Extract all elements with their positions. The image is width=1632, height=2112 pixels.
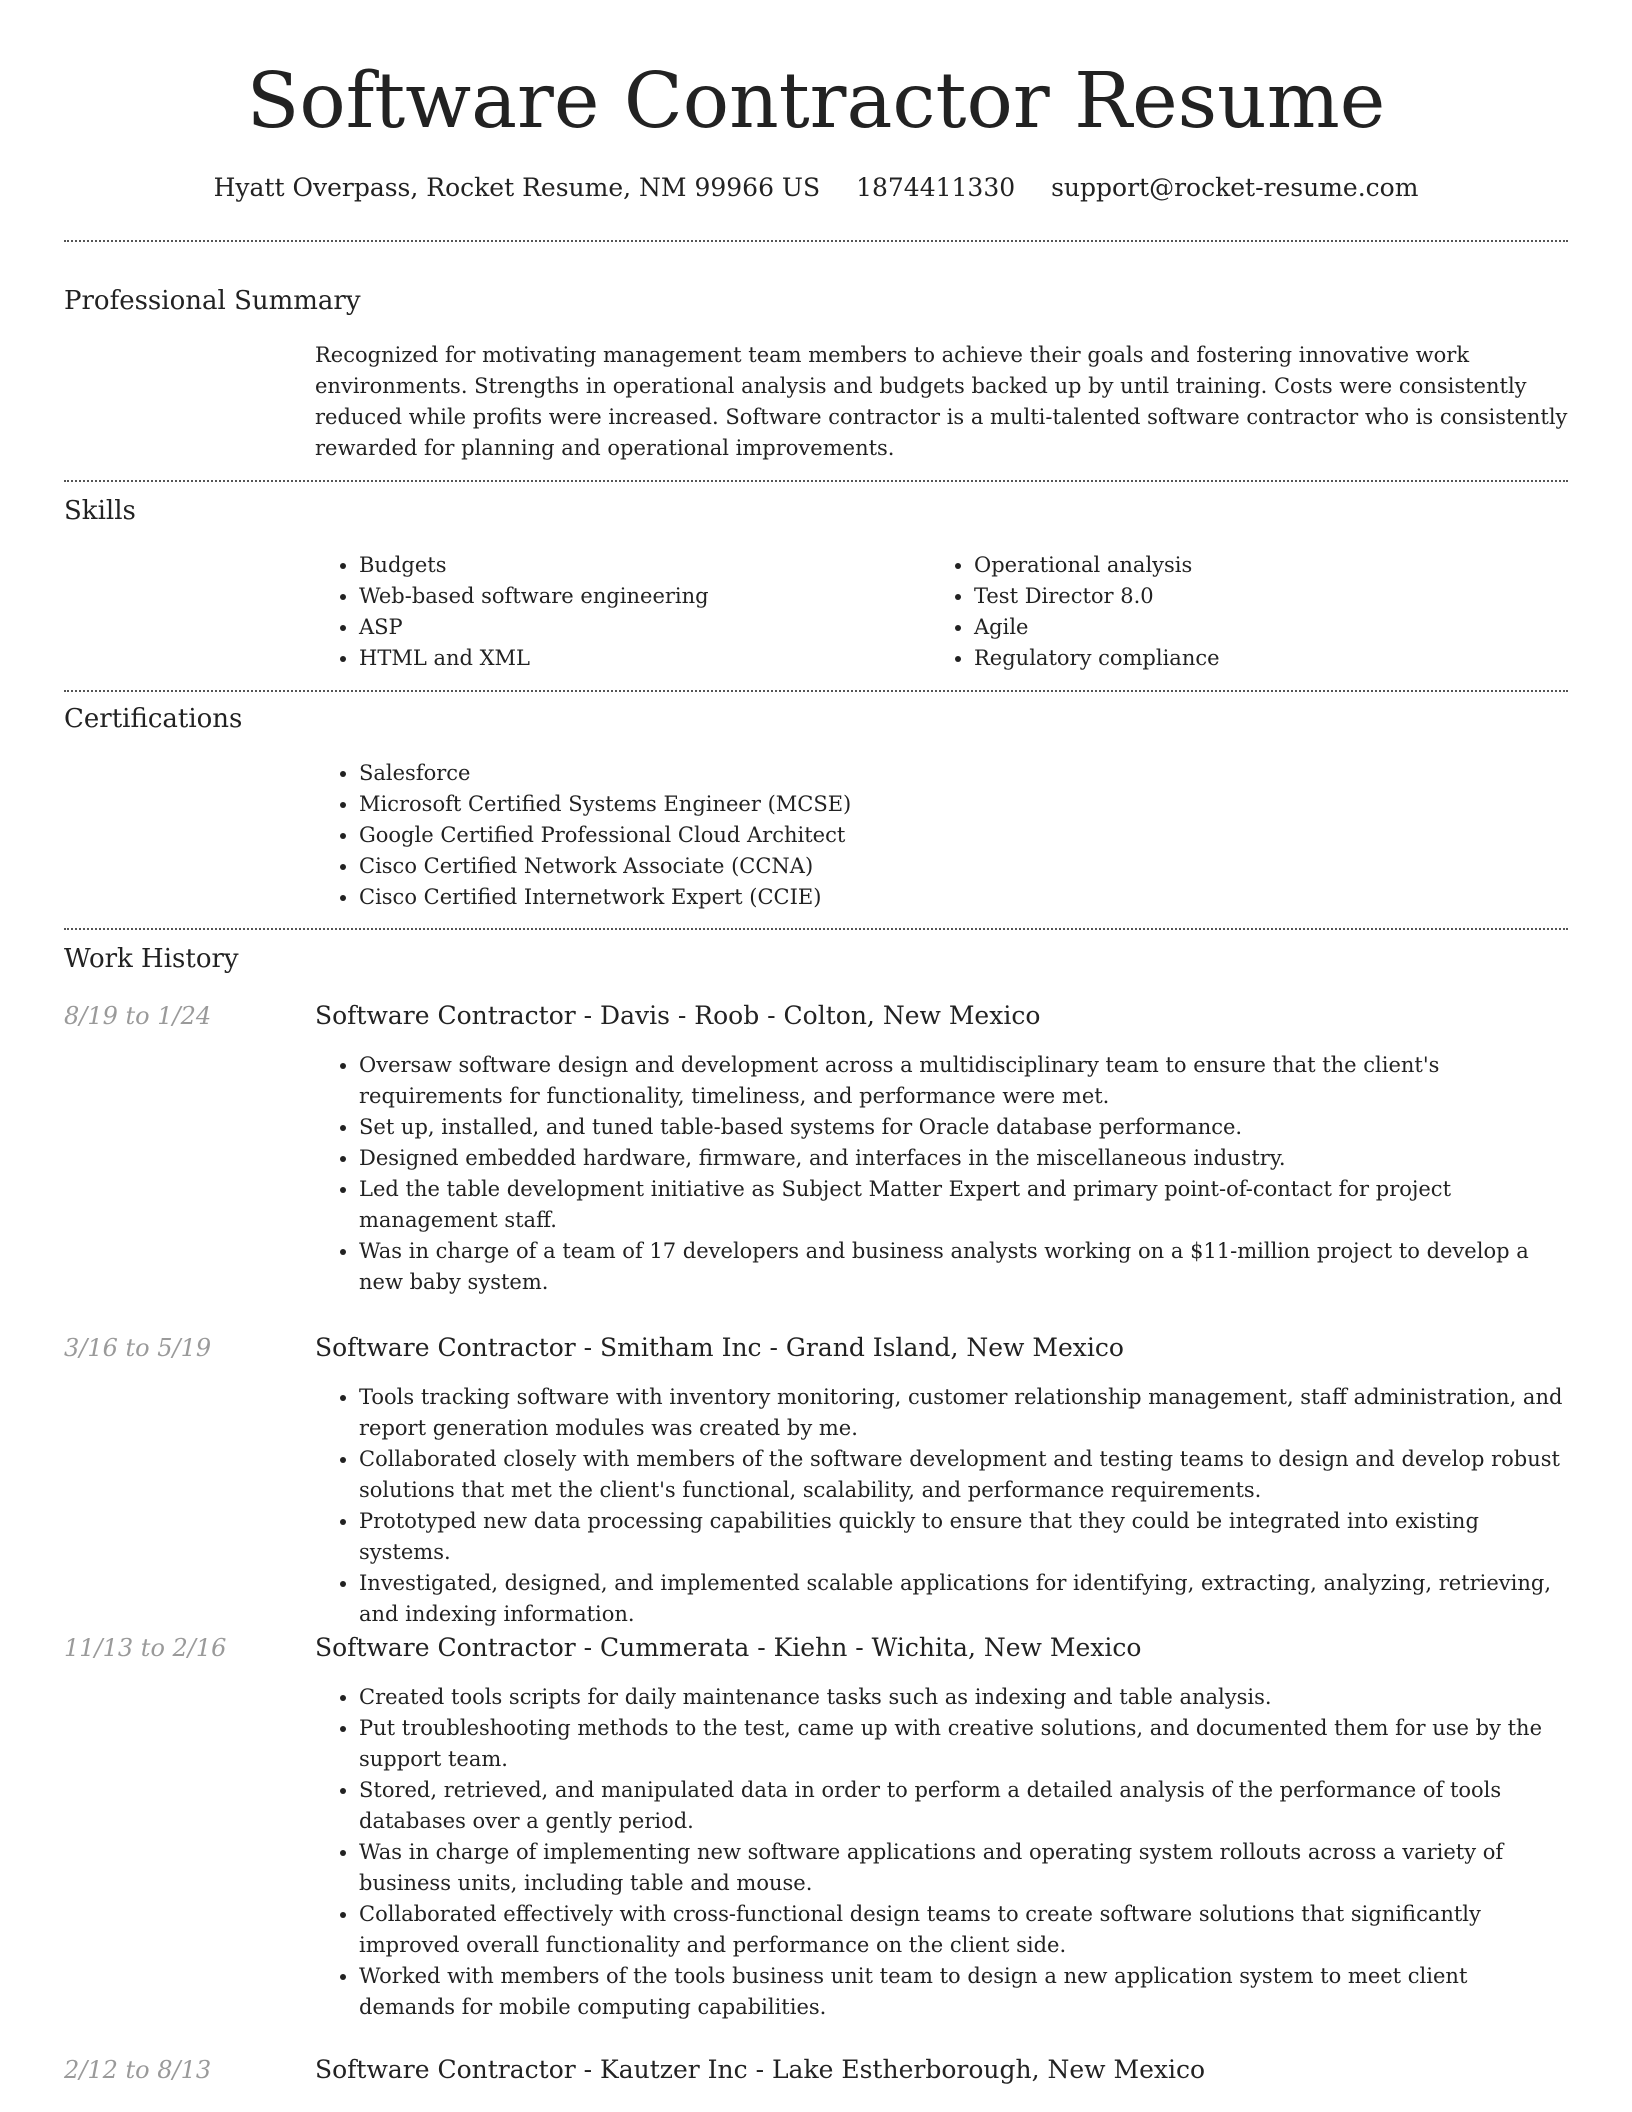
job-bullets bbox=[315, 1382, 1568, 1630]
address: Hyatt Overpass, Rocket Resume, NM 99966 US bbox=[213, 173, 821, 202]
job-title: Software Contractor - Davis - Roob - Colton, New Mexico bbox=[315, 1001, 1041, 1030]
section-title-skills: Skills bbox=[64, 496, 136, 526]
list-item: • Led the table development initiative as Subject Matter Expert and primary point-of-contact for project management staff. bbox=[359, 1174, 1568, 1236]
email: support@rocket-resume.com bbox=[1051, 173, 1419, 202]
divider bbox=[64, 240, 1568, 242]
list-item: • Microsoft Certified Systems Engineer (MCSE) bbox=[359, 789, 1612, 820]
summary-text: Recognized for motivating management team members to achieve their goals and fostering innovative work environments. Strengths in operational analysis and budgets backed up by until training. Costs were consistently reduced while profits were increased. Software contractor is a multi-talented software contractor who is consistently rewarded for planning and operational improvements. bbox=[315, 343, 1568, 460]
list-item: • Oversaw software design and development across a multidisciplinary team to ensure that the client's requirements for functionality, timeliness, and performance were met. bbox=[359, 1050, 1568, 1112]
list-item: • Tools tracking software with inventory monitoring, customer relationship management, staff administration, and report generation modules was created by me. bbox=[359, 1382, 1568, 1444]
divider bbox=[64, 480, 1568, 482]
section-title-summary: Professional Summary bbox=[64, 286, 361, 316]
job-bullets bbox=[315, 1682, 1568, 2023]
list-item: • Web-based software engineering bbox=[359, 581, 929, 612]
list-item: • Set up, installed, and tuned table-based systems for Oracle database performance. bbox=[359, 1112, 1568, 1143]
section-title-work-history: Work History bbox=[64, 944, 239, 974]
job-dates: 3/16 to 5/19 bbox=[64, 1334, 212, 1362]
certifications-list bbox=[315, 758, 1612, 913]
job-title: Software Contractor - Cummerata - Kiehn - Wichita, New Mexico bbox=[315, 1633, 1142, 1662]
job-title: Software Contractor - Smitham Inc - Grand Island, New Mexico bbox=[315, 1333, 1124, 1362]
list-item: • Investigated, designed, and implemented scalable applications for identifying, extracting, analyzing, retrieving, and indexing information. bbox=[359, 1568, 1568, 1630]
job-bullets bbox=[315, 1050, 1568, 1298]
list-item: • ASP bbox=[359, 612, 929, 643]
list-item: • Salesforce bbox=[359, 758, 1612, 789]
list-item: • Was in charge of a team of 17 developers and business analysts working on a $11-million project to develop a new baby system. bbox=[359, 1236, 1568, 1298]
list-item: • Prototyped new data processing capabilities quickly to ensure that they could be integrated into existing systems. bbox=[359, 1506, 1568, 1568]
list-item: • Stored, retrieved, and manipulated data in order to perform a detailed analysis of the performance of tools databases over a gently period. bbox=[359, 1775, 1568, 1837]
list-item: • Cisco Certified Network Associate (CCNA) bbox=[359, 851, 1612, 882]
list-item: • Regulatory compliance bbox=[974, 643, 1574, 674]
list-item: • Agile bbox=[974, 612, 1574, 643]
resume-title: Software Contractor Resume bbox=[246, 57, 1386, 146]
list-item: • Worked with members of the tools business unit team to design a new application system to meet client demands for mobile computing capabilities. bbox=[359, 1961, 1568, 2023]
job-dates: 2/12 to 8/13 bbox=[64, 2056, 212, 2084]
list-item: • Google Certified Professional Cloud Architect bbox=[359, 820, 1612, 851]
list-item: • HTML and XML bbox=[359, 643, 929, 674]
skills-list-right bbox=[930, 550, 1574, 674]
divider bbox=[64, 928, 1568, 930]
list-item: • Test Director 8.0 bbox=[974, 581, 1574, 612]
section-title-certifications: Certifications bbox=[64, 704, 243, 734]
list-item: • Created tools scripts for daily maintenance tasks such as indexing and table analysis. bbox=[359, 1682, 1568, 1713]
list-item: • Collaborated closely with members of the software development and testing teams to design and develop robust solutions that met the client's functional, scalability, and performance requirements. bbox=[359, 1444, 1568, 1506]
contact-line bbox=[64, 170, 1568, 206]
list-item: • Put troubleshooting methods to the test, came up with creative solutions, and documented them for use by the support team. bbox=[359, 1713, 1568, 1775]
list-item: • Was in charge of implementing new software applications and operating system rollouts across a variety of business units, including table and mouse. bbox=[359, 1837, 1568, 1899]
list-item: • Cisco Certified Internetwork Expert (CCIE) bbox=[359, 882, 1612, 913]
divider bbox=[64, 690, 1568, 692]
job-dates: 8/19 to 1/24 bbox=[64, 1002, 212, 1030]
job-dates: 11/13 to 2/16 bbox=[64, 1634, 227, 1662]
list-item: • Designed embedded hardware, firmware, and interfaces in the miscellaneous industry. bbox=[359, 1143, 1568, 1174]
list-item: • Collaborated effectively with cross-functional design teams to create software solutions that significantly improved overall functionality and performance on the client side. bbox=[359, 1899, 1568, 1961]
list-item: • Budgets bbox=[359, 550, 929, 581]
list-item: • Operational analysis bbox=[974, 550, 1574, 581]
job-title: Software Contractor - Kautzer Inc - Lake Estherborough, New Mexico bbox=[315, 2055, 1206, 2084]
skills-list-left bbox=[315, 550, 929, 674]
phone: 1874411330 bbox=[856, 173, 1016, 202]
